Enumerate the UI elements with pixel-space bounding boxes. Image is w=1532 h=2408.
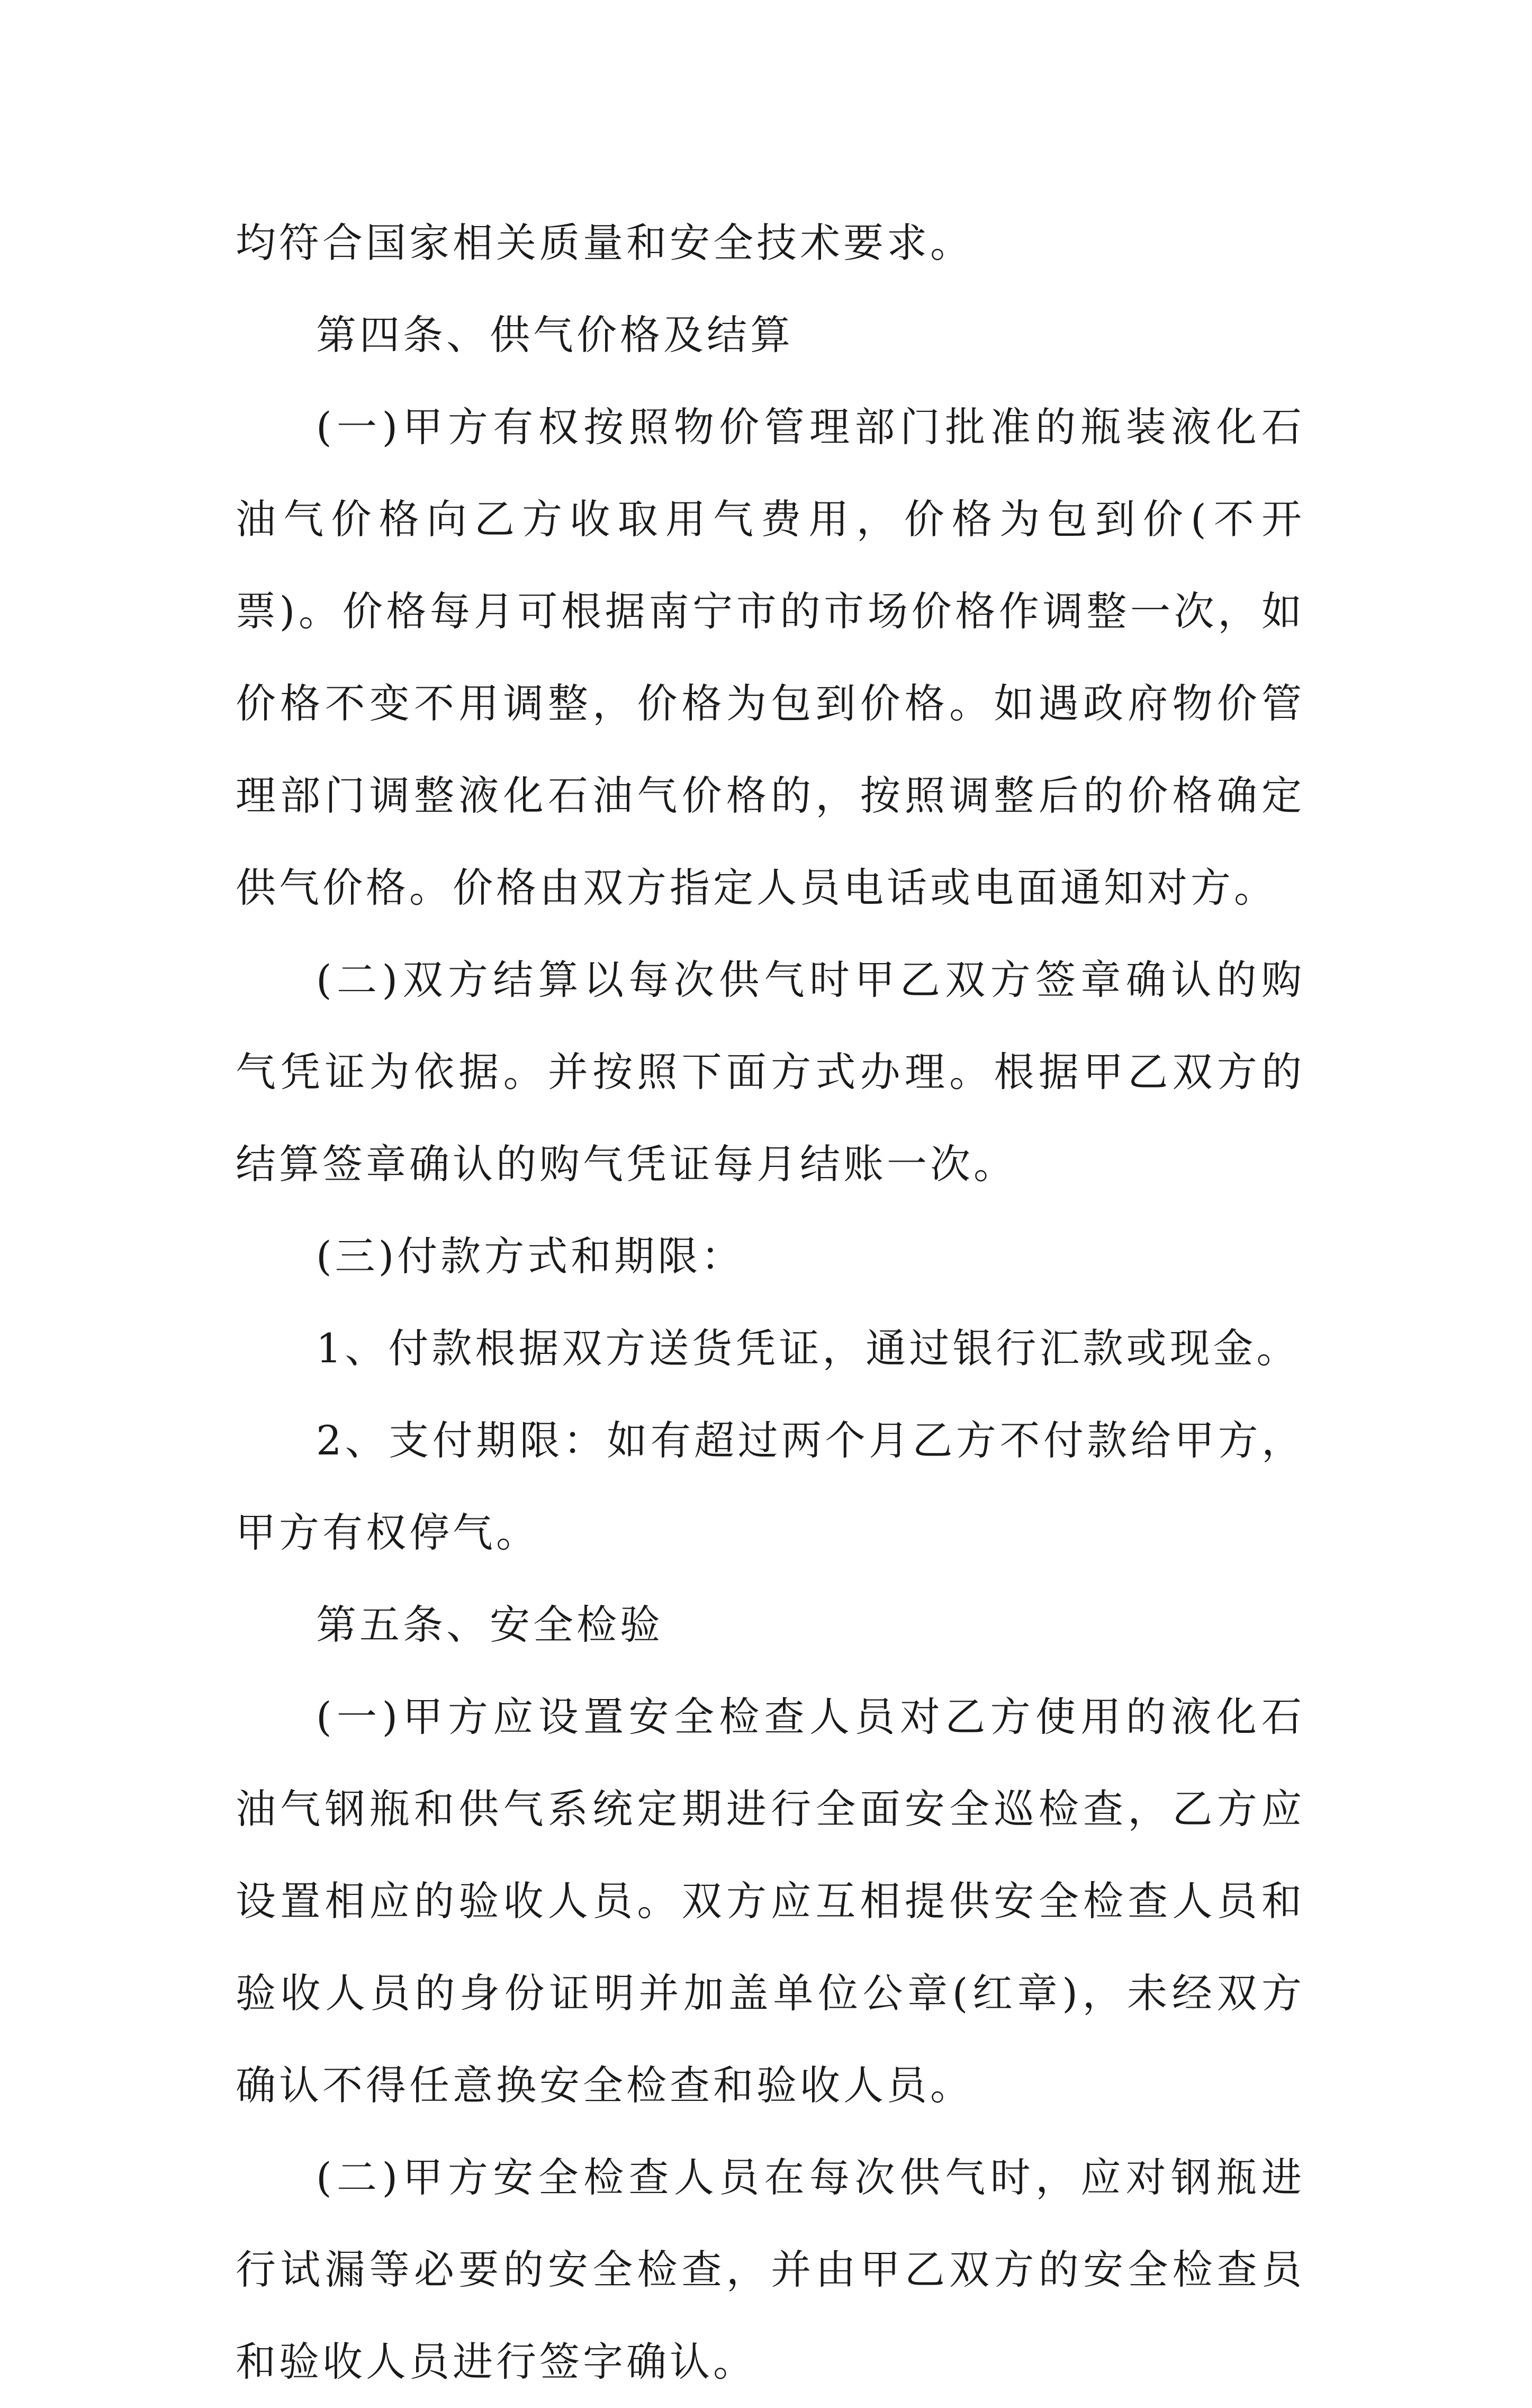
paragraph-continuation: 均符合国家相关质量和安全技术要求。 <box>236 219 974 266</box>
paragraph-safety-staff: (一)甲方应设置安全检查人员对乙方使用的液化石油气钢瓶和供气系统定期进行全面安全巡检查，乙方应设置相应的验收人员。双方应互相提供安全检查人员和验收人员的身份证明并加盖单位公章(红章)，未经双方确认不得任意换安全检查和验收人员。 <box>236 1693 1305 2109</box>
section-heading-article-4: 第四条、供气价格及结算 <box>316 311 794 358</box>
paragraph-pricing: (一)甲方有权按照物价管理部门批准的瓶装液化石油气价格向乙方收取用气费用，价格为包到价(不开票)。价格每月可根据南宁市的市场价格作调整一次，如价格不变不用调整，价格为包到价格。如遇政府物价管理部门调整液化石油气价格的，按照调整后的价格确定供气价格。价格由双方指定人员电话或电面通知对方。 <box>236 403 1305 911</box>
document-body <box>236 197 1305 2408</box>
paragraph-safety-check: (二)甲方安全检查人员在每次供气时，应对钢瓶进行试漏等必要的安全检查，并由甲乙双方的安全检查员和验收人员进行签字确认。 <box>236 2154 1305 2385</box>
section-heading-article-5: 第五条、安全检验 <box>316 1601 663 1648</box>
paragraph-payment-method: 1、付款根据双方送货凭证，通过银行汇款或现金。 <box>316 1325 1300 1372</box>
paragraph-payment-deadline: 2、支付期限：如有超过两个月乙方不付款给甲方，甲方有权停气。 <box>236 1417 1305 1556</box>
paragraph-settlement: (二)双方结算以每次供气时甲乙双方签章确认的购气凭证为依据。并按照下面方式办理。根据甲乙双方的结算签章确认的购气凭证每月结账一次。 <box>236 956 1305 1188</box>
paragraph-payment-heading: (三)付款方式和期限： <box>316 1233 745 1280</box>
